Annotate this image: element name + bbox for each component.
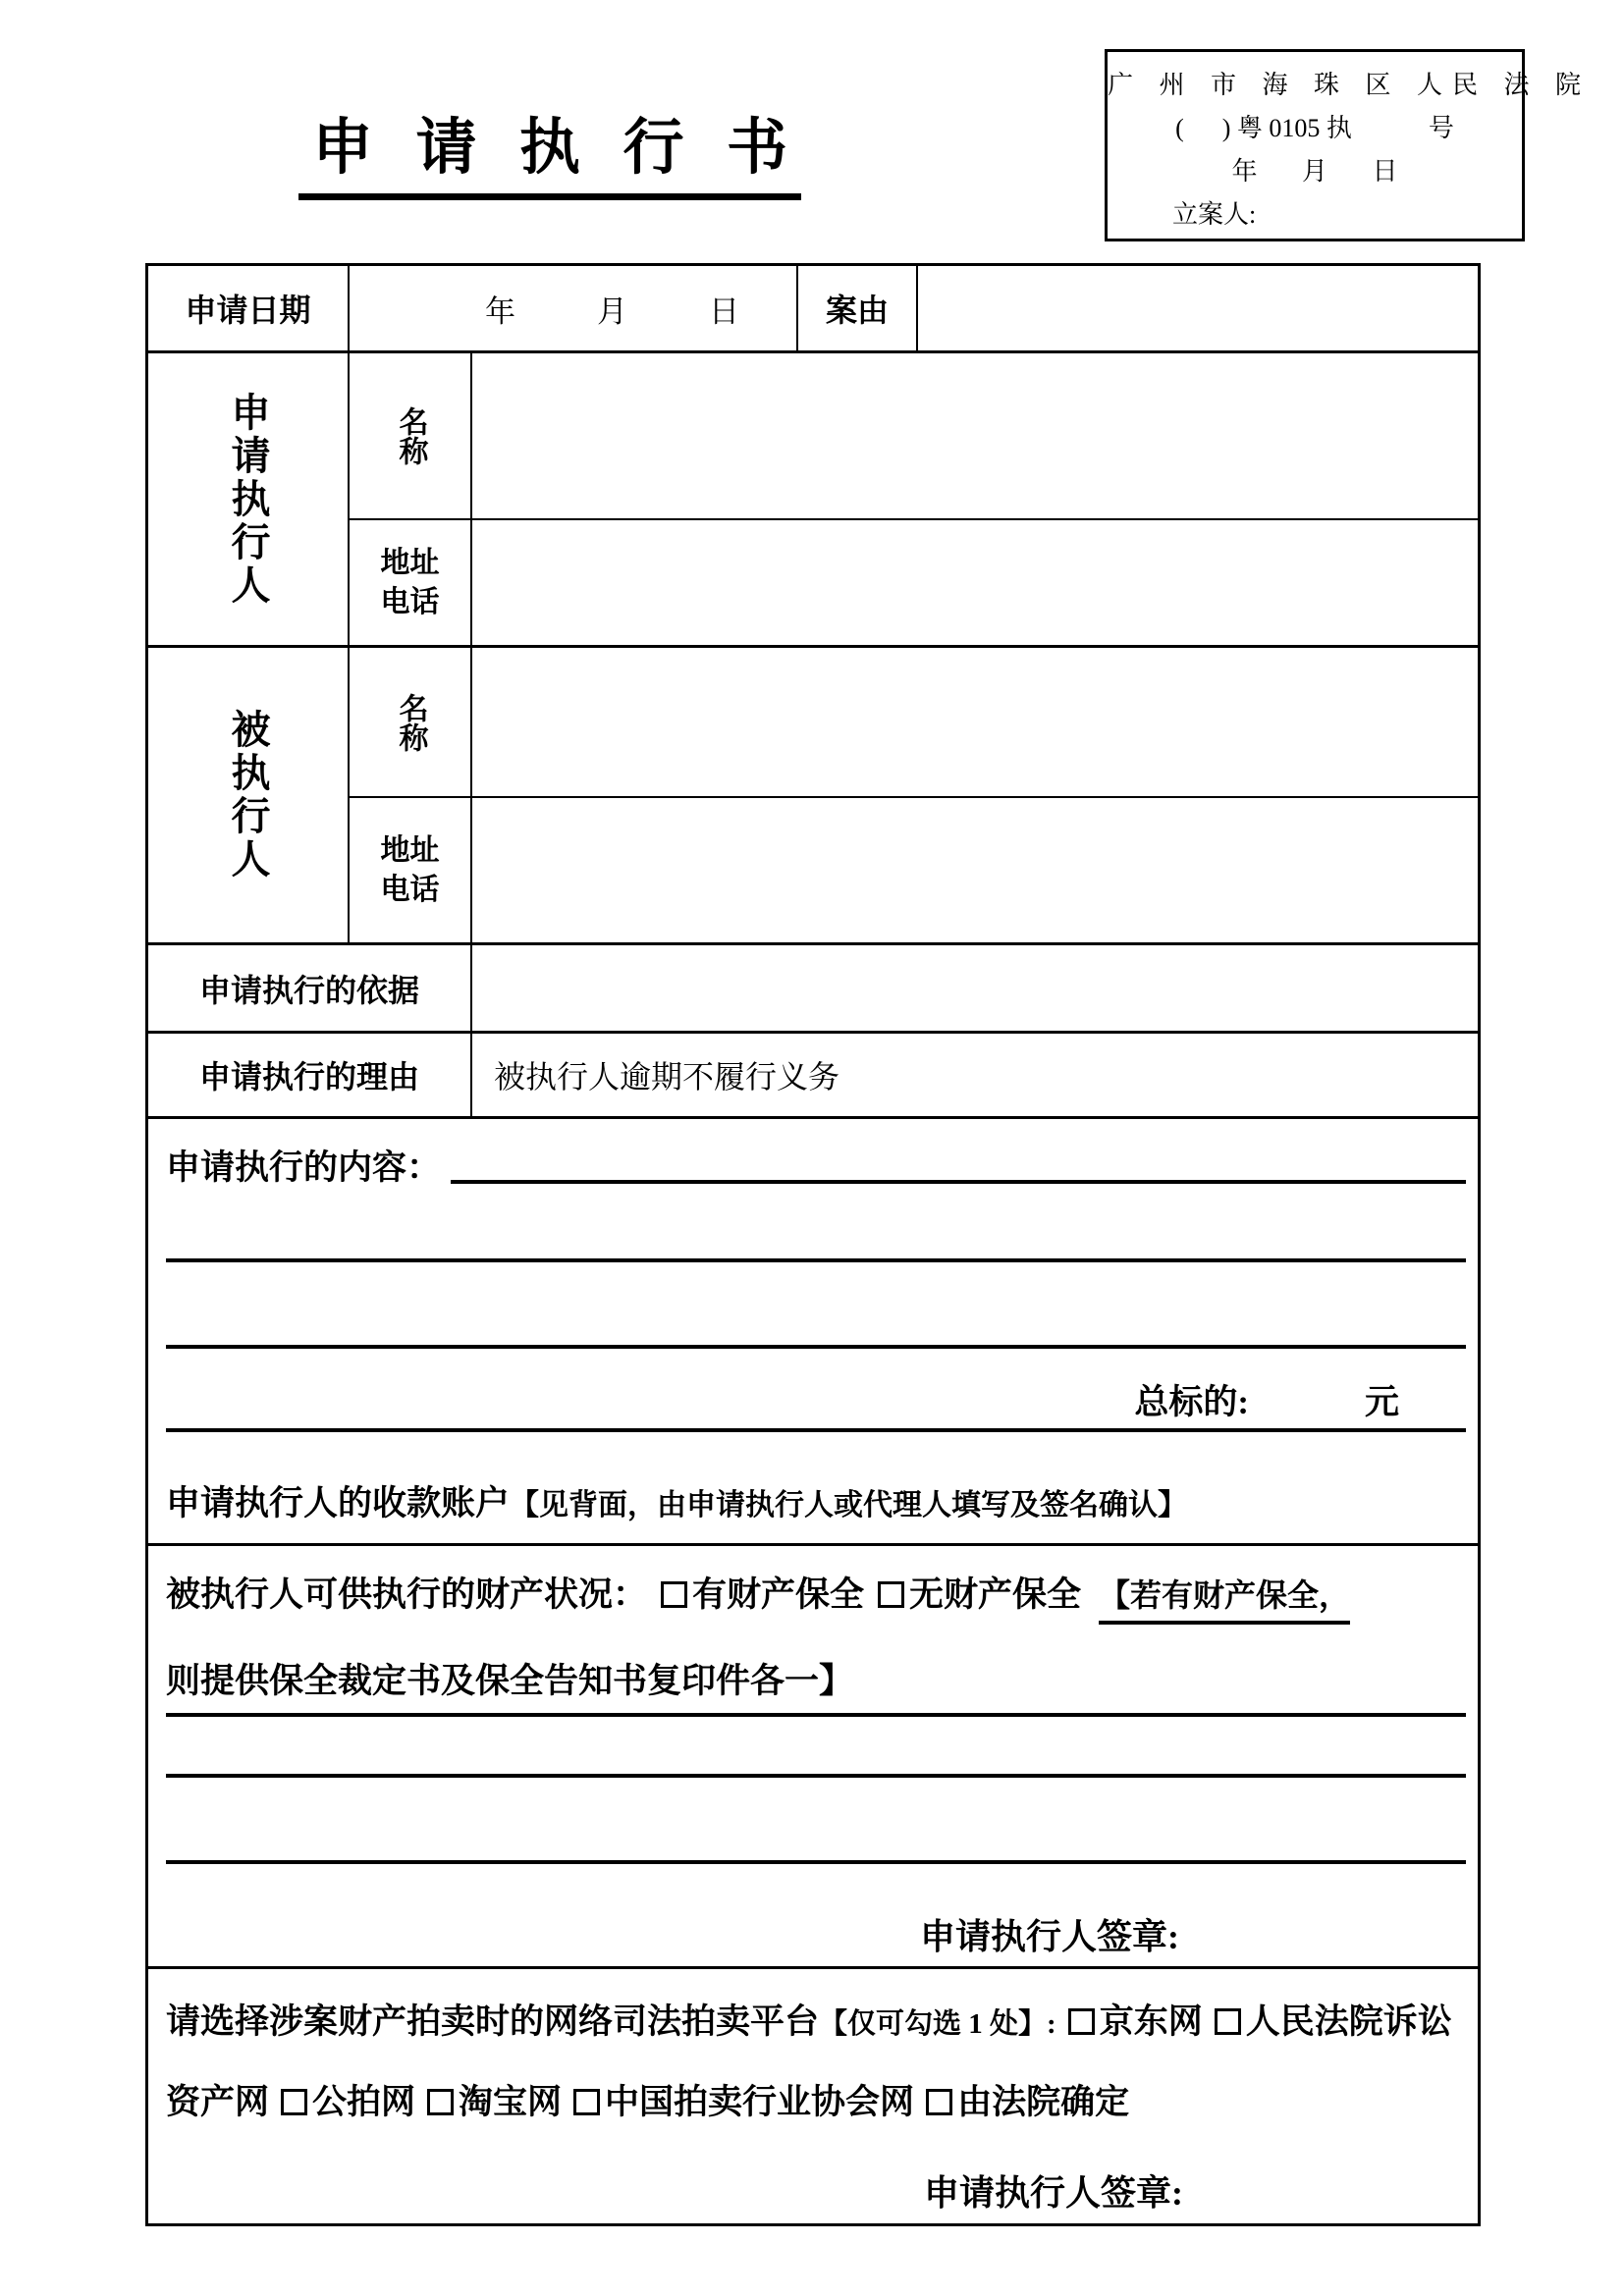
option-no-preservation-label: 无财产保全 [909,1575,1082,1614]
apply-date-label: 申请日期 [148,266,350,350]
section-property-status [148,1546,1478,1969]
auction-option-taobao [427,2083,562,2121]
day-label: 日 [709,294,739,329]
auction-option-gongpai-label: 公拍网 [312,2083,416,2121]
checkbox-no-preservation-icon[interactable] [878,1581,904,1608]
checkbox-paimai-xiehui-icon[interactable] [573,2089,600,2115]
total-unit-label: 元 [1364,1383,1399,1421]
applicant-fields [350,353,1478,645]
case-number-line: ( ) 粤 0105 执 号 [1175,114,1454,142]
total-amount-line [166,1376,1466,1432]
reason-label: 申请执行的理由 [148,1034,472,1116]
blank-line-1 [166,1258,1466,1262]
court-name: 广 州 市 海 珠 区 人民 法 院 [1108,71,1592,99]
applicant-address-row [350,520,1478,645]
row-apply-date [148,266,1478,353]
option-has-preservation [661,1575,864,1614]
applicant-address-label: 地址 [380,546,440,579]
auction-option-paimai-xiehui [573,2083,914,2121]
auction-option-taobao-label: 淘宝网 [459,2083,563,2121]
account-note: 【见背面，由申请执行人或代理人填写及签名确认】 [510,1489,1188,1522]
checkbox-rmfy-icon[interactable] [1215,2008,1241,2035]
respondent-address-value-cell [472,798,1478,942]
applicant-block [148,353,1478,648]
applicant-address-label-cell [350,520,472,645]
applicant-name-row [350,353,1478,520]
applicant-name-value-cell [472,353,1478,518]
applicant-label: 申请执行人 [226,391,270,608]
payee-account-line [166,1476,1466,1525]
auction-platform-paragraph [166,1983,1466,2142]
content-fill-line [451,1180,1466,1184]
form-table [145,263,1481,2226]
respondent-name-label-cell [350,648,472,796]
respondent-name-row [350,648,1478,798]
respondent-block [148,648,1478,945]
blank-line-4 [166,1860,1466,1864]
auction-option-paimai-xiehui-label: 中国拍卖行业协会网 [605,2083,915,2121]
option-no-preservation [878,1575,1081,1614]
court-case-box [1105,49,1592,241]
section-auction-platform [148,1969,1478,2223]
checkbox-has-preservation-icon[interactable] [661,1581,687,1608]
respondent-address-label-cell [350,798,472,942]
respondent-label: 被执行人 [226,709,270,881]
row-reason [148,1034,1478,1119]
preservation-note-part1: 【若有财产保全， [1099,1577,1350,1625]
row-basis [148,945,1478,1034]
preservation-note-part2: 则提供保全裁定书及保全告知书复印件各一】 [166,1654,1466,1717]
respondent-name-value-cell [472,648,1478,796]
checkbox-court-decide-icon[interactable] [926,2089,952,2115]
applicant-name-label: 名称 [394,406,427,465]
checkbox-taobao-icon[interactable] [427,2089,454,2115]
auction-option-gongpai [281,2083,415,2121]
applicant-signature-label-2: 申请执行人签章: [924,2173,1183,2213]
applicant-name-label-cell [350,353,472,518]
auction-option-jingdong [1068,2002,1203,2041]
auction-note: 【仅可勾选 1 处】: [819,2008,1056,2040]
content-label: 申请执行的内容： [166,1148,442,1187]
auction-platform-label: 请选择涉案财产拍卖时的网络司法拍卖平台 [166,2002,820,2041]
respondent-address-row [350,798,1478,942]
year-label: 年 [485,294,515,329]
auction-option-rmfy-label: 人民法院诉讼资产网 [166,2002,1452,2121]
respondent-address-label: 地址 [380,833,440,867]
section-enforcement-content [148,1119,1478,1546]
property-status-label: 被执行人可供执行的财产状况： [166,1575,648,1614]
respondent-name-label: 名称 [394,692,427,752]
respondent-label-cell [148,648,350,942]
page-title: 申 请 执 行 书 [298,98,801,200]
applicant-address-value-cell [472,520,1478,645]
filing-date-line: 年 月 日 [1231,157,1398,186]
month-label: 月 [597,294,627,329]
cause-value-cell [918,266,1478,350]
auction-option-court-decide-label: 由法院确定 [957,2083,1130,2121]
respondent-fields [350,648,1478,942]
page-title-wrap [0,98,1100,200]
basis-label: 申请执行的依据 [148,945,472,1031]
case-filer-label: 立案人: [1172,200,1257,229]
option-has-preservation-label: 有财产保全 [692,1575,865,1614]
checkbox-gongpai-icon[interactable] [281,2089,307,2115]
total-label: 总标的: [1134,1383,1249,1421]
blank-line-2 [166,1345,1466,1349]
checkbox-jingdong-icon[interactable] [1068,2008,1095,2035]
blank-line-3 [166,1774,1466,1778]
auction-option-jingdong-label: 京东网 [1099,2002,1203,2041]
reason-value: 被执行人逾期不履行义务 [494,1059,840,1095]
apply-date-cell [350,266,798,350]
account-label: 申请执行人的收款账户 [166,1484,511,1522]
auction-option-court-decide [926,2083,1129,2121]
applicant-label-cell [148,353,350,645]
respondent-phone-label: 电话 [380,873,440,906]
applicant-phone-label: 电话 [380,585,440,618]
basis-value-cell [472,945,1478,1031]
applicant-signature-label-1: 申请执行人签章: [920,1917,1179,1956]
cause-label: 案由 [798,266,918,350]
